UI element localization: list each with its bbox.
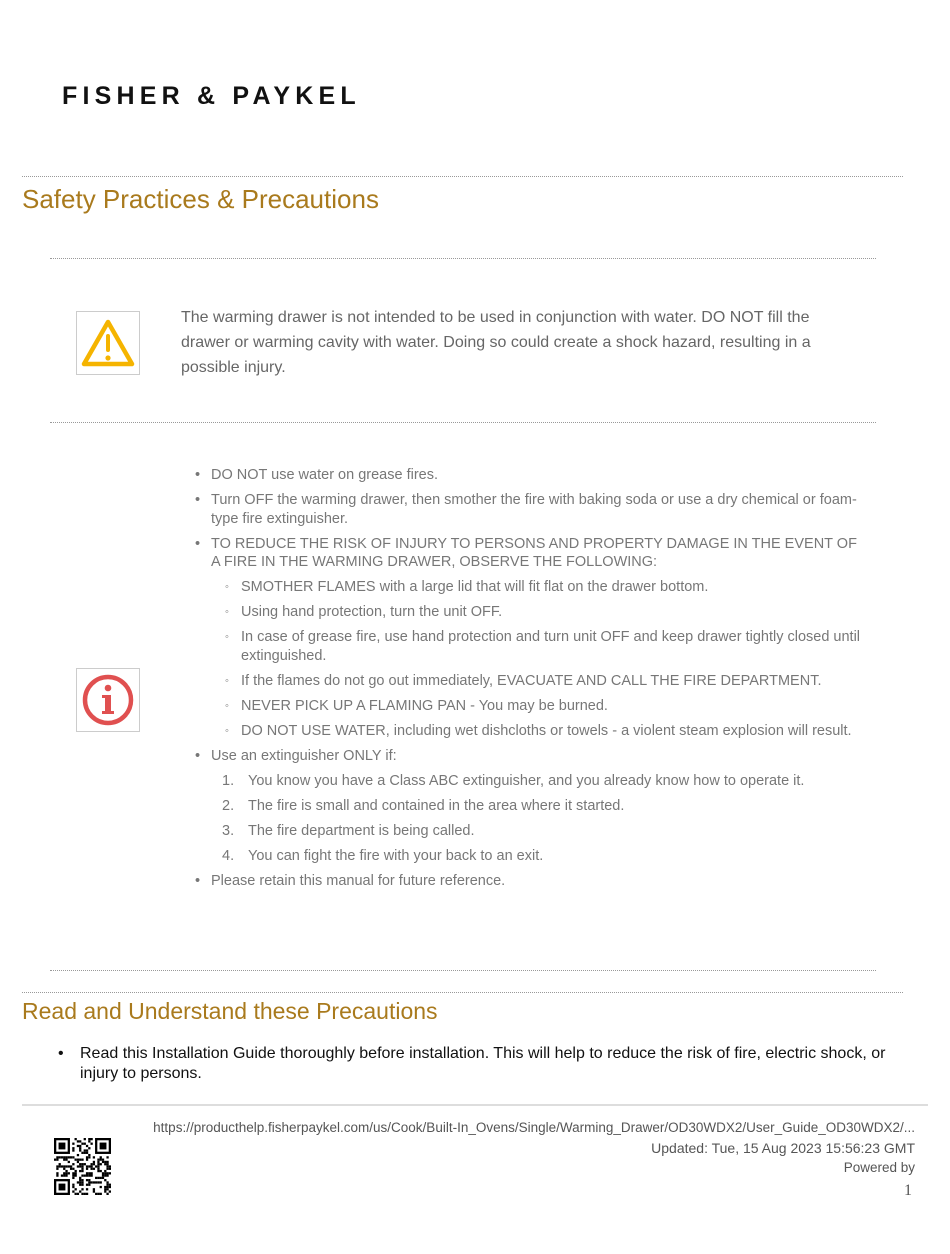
list-marker: 2. — [222, 797, 235, 814]
list-item — [195, 722, 865, 741]
footer-url[interactable]: https://producthelp.fisherpaykel.com/us/Cook/Built-In_Ovens/Single/Warming_Drawer/OD30WDX2/User_Guide_OD30WDX2/... — [153, 1120, 915, 1135]
list-item — [195, 535, 865, 572]
read-bullet — [58, 1044, 912, 1084]
list-marker: 4. — [222, 847, 235, 864]
list-item — [195, 603, 865, 622]
list-item — [195, 772, 865, 791]
list-item-text: DO NOT use water on grease fires. — [211, 467, 438, 483]
list-item-text: If the flames do not go out immediately, EVACUATE AND CALL THE FIRE DEPARTMENT. — [241, 672, 822, 689]
list-item — [195, 872, 865, 891]
fire-safety-list — [195, 466, 865, 897]
list-item — [195, 578, 865, 597]
list-item-text: Use an extinguisher ONLY if: — [211, 747, 397, 764]
list-item-text: The fire department is being called. — [248, 822, 475, 839]
warning-icon — [76, 311, 140, 375]
list-marker: 1. — [222, 772, 235, 789]
divider — [22, 176, 903, 177]
divider — [50, 970, 876, 971]
list-marker: ◦ — [225, 674, 229, 687]
list-marker: ◦ — [225, 631, 229, 643]
footer-divider — [22, 1104, 928, 1106]
page-number: 1 — [904, 1182, 912, 1199]
divider — [50, 422, 876, 423]
list-item-text: You know you have a Class ABC extinguisher, and you already know how to operate it. — [248, 772, 805, 789]
list-item-text: DO NOT USE WATER, including wet dishcloths or towels - a violent steam explosion will result. — [241, 722, 852, 739]
list-marker: • — [195, 872, 201, 889]
qr-code — [54, 1138, 111, 1195]
list-item — [195, 697, 865, 716]
list-marker: ◦ — [225, 699, 229, 712]
list-item — [195, 466, 865, 485]
footer-updated: Updated: Tue, 15 Aug 2023 15:56:23 GMT — [651, 1140, 915, 1156]
read-text: Read this Installation Guide thoroughly before installation. This will help to reduce the risk of fire, electric shock, or injury to persons. — [80, 1045, 886, 1082]
section-title-read: Read and Understand these Precautions — [22, 998, 438, 1024]
warning-text: The warming drawer is not intended to be used in conjunction with water. DO NOT fill the drawer or warming cavity with water. Doing so could create a shock hazard, resulting in a possible injury. — [181, 309, 811, 376]
footer-powered-by: Powered by — [843, 1160, 915, 1175]
list-marker: 3. — [222, 822, 235, 839]
list-item-text: You can fight the fire with your back to an exit. — [248, 847, 544, 864]
list-marker: ◦ — [225, 724, 229, 737]
list-item-text: The fire is small and contained in the area where it started. — [248, 797, 625, 814]
list-marker: • — [195, 492, 201, 508]
list-marker: • — [195, 467, 201, 483]
list-item — [195, 491, 865, 528]
list-item — [195, 797, 865, 816]
list-item — [195, 847, 865, 866]
list-marker: ◦ — [225, 581, 229, 593]
list-marker: • — [195, 747, 201, 764]
info-icon — [76, 668, 140, 732]
list-item-text: Please retain this manual for future reference. — [211, 872, 506, 889]
list-item-text: NEVER PICK UP A FLAMING PAN - You may be burned. — [241, 697, 608, 714]
divider — [50, 258, 876, 259]
list-item-text: TO REDUCE THE RISK OF INJURY TO PERSONS AND PROPERTY DAMAGE IN THE EVENT OF A FIRE IN THE WARMING DRAWER, OBSERVE THE FOLLOWING: — [211, 535, 857, 570]
list-item-text: Turn OFF the warming drawer, then smother the fire with baking soda or use a dry chemical or foam-type fire extinguisher. — [211, 492, 857, 527]
list-item — [195, 747, 865, 766]
list-item-text: Using hand protection, turn the unit OFF. — [241, 604, 503, 620]
list-item-text: In case of grease fire, use hand protection and turn unit OFF and keep drawer tightly closed until extinguished. — [241, 629, 861, 664]
divider — [22, 992, 903, 993]
list-item-text: SMOTHER FLAMES with a large lid that will fit flat on the drawer bottom. — [241, 579, 709, 595]
list-item — [195, 672, 865, 691]
list-item — [195, 628, 865, 665]
bullet-marker: • — [58, 1045, 64, 1062]
list-marker: ◦ — [225, 606, 229, 618]
brand-logo: FISHER & PAYKEL — [62, 82, 361, 110]
section-title-safety: Safety Practices & Precautions — [22, 184, 379, 214]
list-marker: • — [195, 535, 201, 552]
list-item — [195, 822, 865, 841]
